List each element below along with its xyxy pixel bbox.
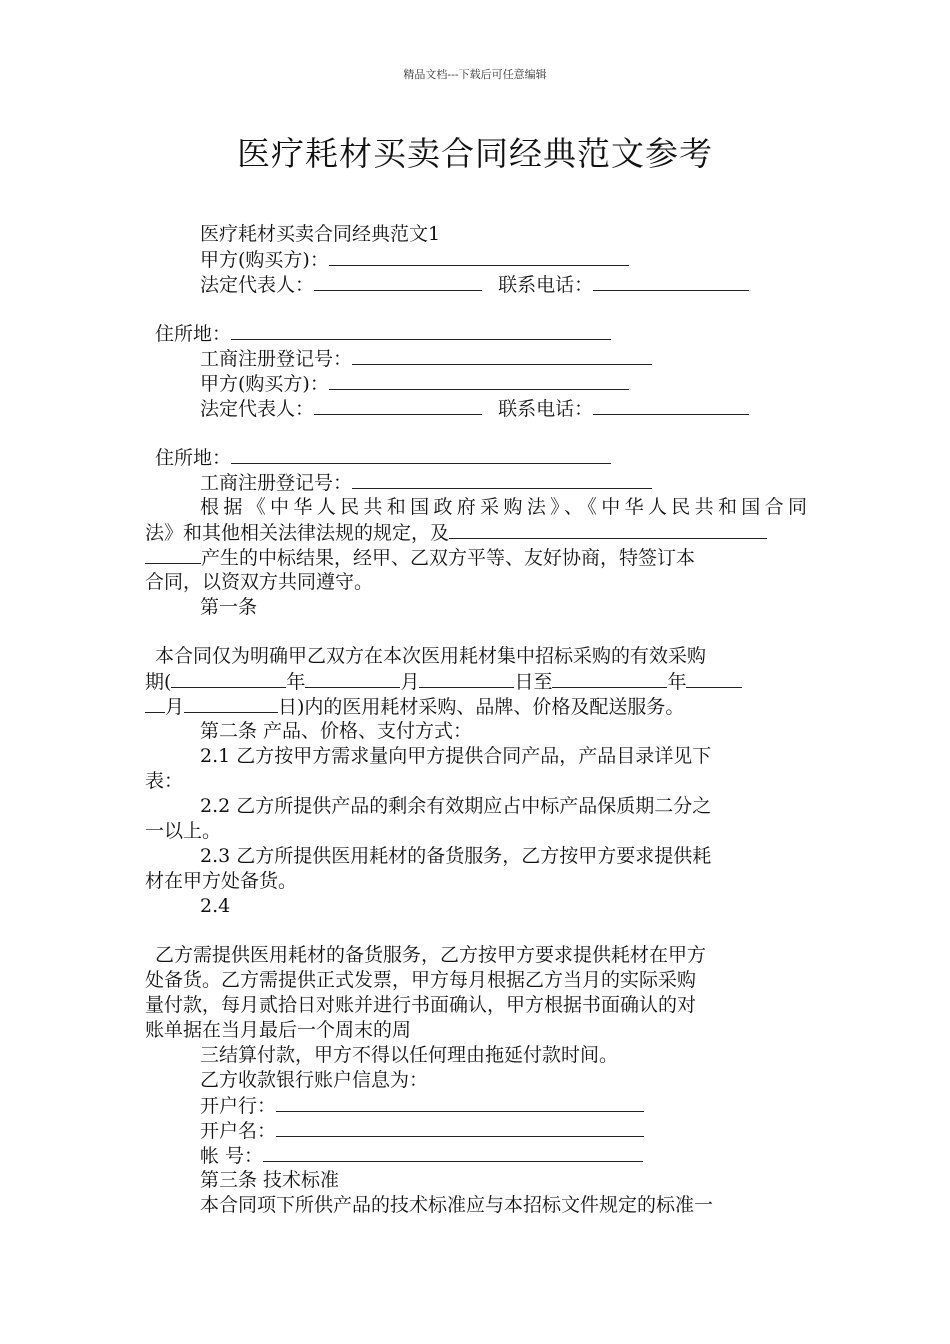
account-no-line [145, 1143, 807, 1168]
address-label: 住所地： [155, 323, 232, 345]
period-blank-5 [686, 669, 742, 688]
legal-rep-blank [314, 272, 482, 291]
period-blank-6 [145, 694, 165, 713]
clause-2-1-line-1: 2.1 乙方按甲方需求量向甲方提供合同产品，产品目录详见下 [200, 745, 712, 767]
article-1-line-2 [145, 669, 807, 694]
address-label-2: 住所地： [155, 447, 232, 469]
account-name-line [145, 1118, 807, 1143]
buyer-line [145, 247, 807, 272]
article-3-line-1: 本合同项下所供产品的技术标准应与本招标文件规定的标准一 [200, 1194, 714, 1216]
art1-month-2: 月 [165, 696, 185, 718]
art1-year-2: 年 [667, 671, 687, 693]
art1-to: 日至 [514, 671, 553, 693]
document-body [145, 222, 807, 1218]
clause-2-2-line-2: 一以上。 [145, 820, 222, 842]
reg-no-blank [352, 346, 652, 365]
article-1-line-3 [145, 694, 807, 719]
account-name-label: 开户名： [200, 1120, 277, 1142]
buyer-line-2 [145, 371, 807, 396]
account-no-label: 帐 号： [200, 1145, 264, 1167]
clause-2-1-line-2: 表： [145, 770, 184, 792]
period-blank-2 [305, 669, 400, 688]
clause-2-4-number: 2.4 [200, 895, 231, 917]
reg-no-line [145, 346, 807, 371]
reg-no-line-2 [145, 470, 807, 495]
bank-label: 开户行： [200, 1095, 277, 1117]
legal-rep-label: 法定代表人： [200, 274, 315, 296]
period-blank-7 [184, 694, 278, 713]
clause-2-3-line-2: 材在甲方处备货。 [145, 870, 298, 892]
document-title: 医疗耗材买卖合同经典范文参考 [237, 134, 713, 173]
period-blank-3 [419, 669, 514, 688]
buyer-blank [329, 247, 629, 266]
intro-line-1: 根据《中华人民共和国政府采购法》、《中华人民共和国合同 [200, 496, 807, 518]
phone-blank-2 [593, 396, 749, 415]
clause-2-4-para-3: 量付款，每月贰拾日对账并进行书面确认，甲方根据书面确认的对 [145, 994, 697, 1016]
buyer-blank-2 [329, 371, 629, 390]
bank-line [145, 1093, 807, 1118]
account-no-blank [263, 1143, 643, 1162]
art1-line-3-text: 日)内的医用耗材采购、品牌、价格及配送服务。 [278, 696, 685, 718]
reg-no-label-2: 工商注册登记号： [200, 472, 353, 494]
article-2-heading: 第二条 产品、价格、支付方式： [200, 720, 473, 742]
clause-2-4-para-4: 账单据在当月最后一个周末的周 [145, 1019, 412, 1041]
art1-year-1: 年 [286, 671, 306, 693]
bank-blank [276, 1093, 644, 1112]
intro-line-3 [145, 545, 807, 570]
clause-2-4-para-1: 乙方需提供医用耗材的备货服务，乙方按甲方要求提供耗材在甲方 [155, 944, 707, 966]
article-1-line-1: 本合同仅为明确甲乙双方在本次医用耗材集中招标采购的有效采购 [155, 645, 707, 667]
art1-month-1: 月 [400, 671, 420, 693]
address-line [145, 321, 807, 346]
intro-line-2-text: 法》和其他相关法律法规的规定，及 [145, 522, 450, 544]
clause-2-2-line-1: 2.2 乙方所提供产品的剩余有效期应占中标产品保质期二分之 [200, 795, 712, 817]
intro-line-4: 合同，以资双方共同遵守。 [145, 571, 374, 593]
phone-label: 联系电话： [498, 274, 594, 296]
account-name-blank [276, 1118, 644, 1137]
buyer-label-2: 甲方(购买方)： [200, 373, 329, 395]
address-blank-2 [231, 445, 611, 464]
intro-blank-2 [145, 545, 201, 564]
art1-period-open: 期( [145, 671, 172, 693]
address-line-2 [145, 445, 807, 470]
contract-subtitle: 医疗耗材买卖合同经典范文1 [200, 223, 441, 245]
bank-info-intro: 乙方收款银行账户信息为： [200, 1069, 429, 1091]
intro-line-2 [145, 520, 807, 545]
legal-rep-blank-2 [314, 396, 482, 415]
watermark-header: 精品文档---下载后可任意编辑 [403, 68, 547, 81]
intro-blank [449, 520, 767, 539]
legal-rep-line [145, 272, 807, 297]
address-blank [231, 321, 611, 340]
phone-blank [593, 272, 749, 291]
buyer-label: 甲方(购买方)： [200, 249, 329, 271]
phone-label-2: 联系电话： [498, 398, 594, 420]
article-1-heading: 第一条 [200, 596, 258, 618]
intro-line-3-text: 产生的中标结果，经甲、乙双方平等、友好协商，特签订本 [201, 547, 696, 569]
legal-rep-label-2: 法定代表人： [200, 398, 315, 420]
legal-rep-line-2 [145, 396, 807, 421]
period-blank-4 [552, 669, 667, 688]
clause-2-4-para-2: 处备货。乙方需提供正式发票，甲方每月根据乙方当月的实际采购 [145, 969, 697, 991]
article-3-heading: 第三条 技术标准 [200, 1169, 340, 1191]
clause-2-3-line-1: 2.3 乙方所提供医用耗材的备货服务，乙方按甲方要求提供耗 [200, 845, 712, 867]
reg-no-label: 工商注册登记号： [200, 348, 353, 370]
clause-2-4-para-5: 三结算付款，甲方不得以任何理由拖延付款时间。 [200, 1044, 619, 1066]
period-blank-1 [171, 669, 286, 688]
reg-no-blank-2 [352, 470, 652, 489]
